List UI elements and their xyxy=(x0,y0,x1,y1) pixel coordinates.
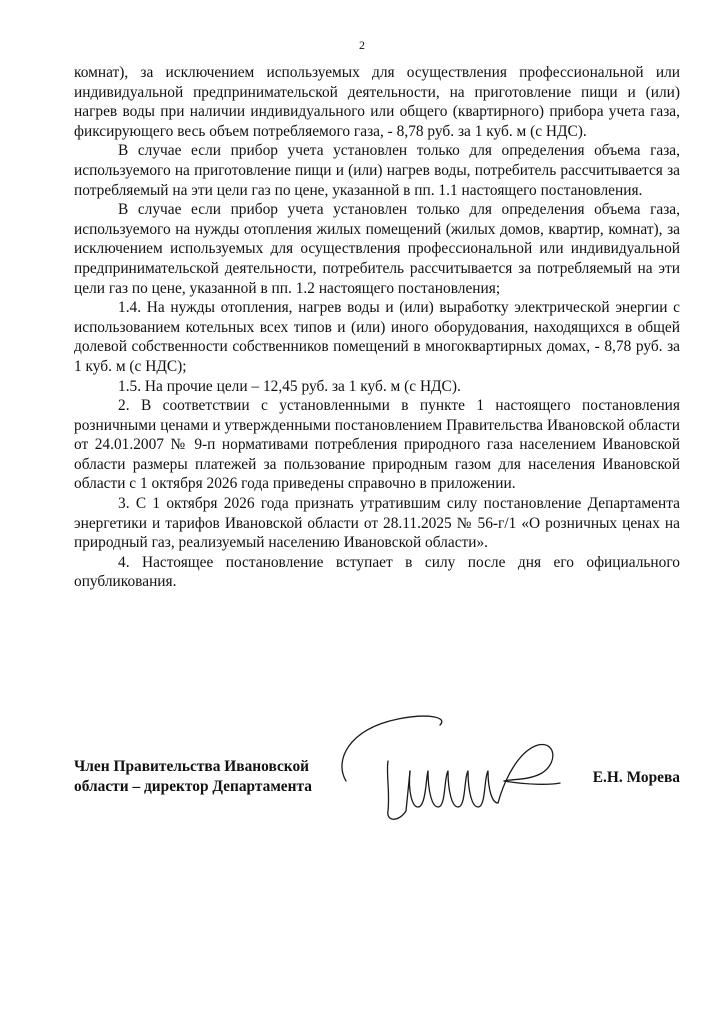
signatory-title-line-1: Член Правительства Ивановской xyxy=(74,758,310,775)
signatory-title xyxy=(74,757,312,796)
page-number: 2 xyxy=(359,38,365,52)
paragraph-item-3: 3. С 1 октября 2026 года признать утратившим силу постановление Департамента энергетики и тарифов Ивановской области от 28.11.2025 № 56-г/1 «О розничных ценах на природный газ, реализуемый населению Ивановской области». xyxy=(74,495,680,552)
paragraph-continuation: комнат), за исключением используемых для осуществления профессиональной или индивидуальной предпринимательской деятельности, на приготовление пищи и (или) нагрев воды при наличии индивидуального или общего (квартирного) прибора учета газа, фиксирующего весь объем потребляемого газа, - 8,78 руб. за 1 куб. м (с НДС). xyxy=(74,64,680,140)
handwritten-signature xyxy=(328,711,564,829)
paragraph-item-2: 2. В соответствии с установленными в пункте 1 настоящего постановления розничными ценами и утвержденными постановлением Правительства Ивановской области от 24.01.2007 № 9-п нормативами потребления природного газа населением Ивановской области размеры платежей за пользование природным газом для населения Ивановской области с 1 октября 2026 года приведены справочно в приложении. xyxy=(74,397,680,493)
document-body xyxy=(74,63,680,592)
signatory-name: Е.Н. Морева xyxy=(592,769,680,786)
paragraph-meter-heating: В случае если прибор учета установлен только для определения объема газа, используемого на нужды отопления жилых помещений (жилых домов, квартир, комнат), за исключением используемых для осуществления профессиональной или индивидуальной предпринимательской деятельности, потребитель рассчитывается за потребляемый на эти цели газ по цене, указанной в пп. 1.2 настоящего постановления; xyxy=(74,201,680,297)
paragraph-item-1-4: 1.4. На нужды отопления, нагрев воды и (или) выработку электрической энергии с использованием котельных всех типов и (или) иного оборудования, находящихся в общей долевой собственности собственников помещений в многоквартирных домах, - 8,78 руб. за 1 куб. м (с НДС); xyxy=(74,299,680,375)
signature-strokes xyxy=(342,716,560,819)
paragraph-item-1-5: 1.5. На прочие цели – 12,45 руб. за 1 куб. м (с НДС). xyxy=(118,377,461,395)
paragraph-item-4: 4. Настоящее постановление вступает в силу после дня его официального опубликования. xyxy=(74,553,680,591)
signatory-title-line-2: области – директор Департамента xyxy=(74,777,312,795)
paragraph-meter-cooking: В случае если прибор учета установлен только для определения объема газа, используемого на приготовление пищи и (или) нагрев воды, потребитель рассчитывается за потребляемый на эти цели газ по цене, указанной в пп. 1.1 настоящего постановления. xyxy=(74,142,680,199)
signature-block xyxy=(74,757,680,817)
